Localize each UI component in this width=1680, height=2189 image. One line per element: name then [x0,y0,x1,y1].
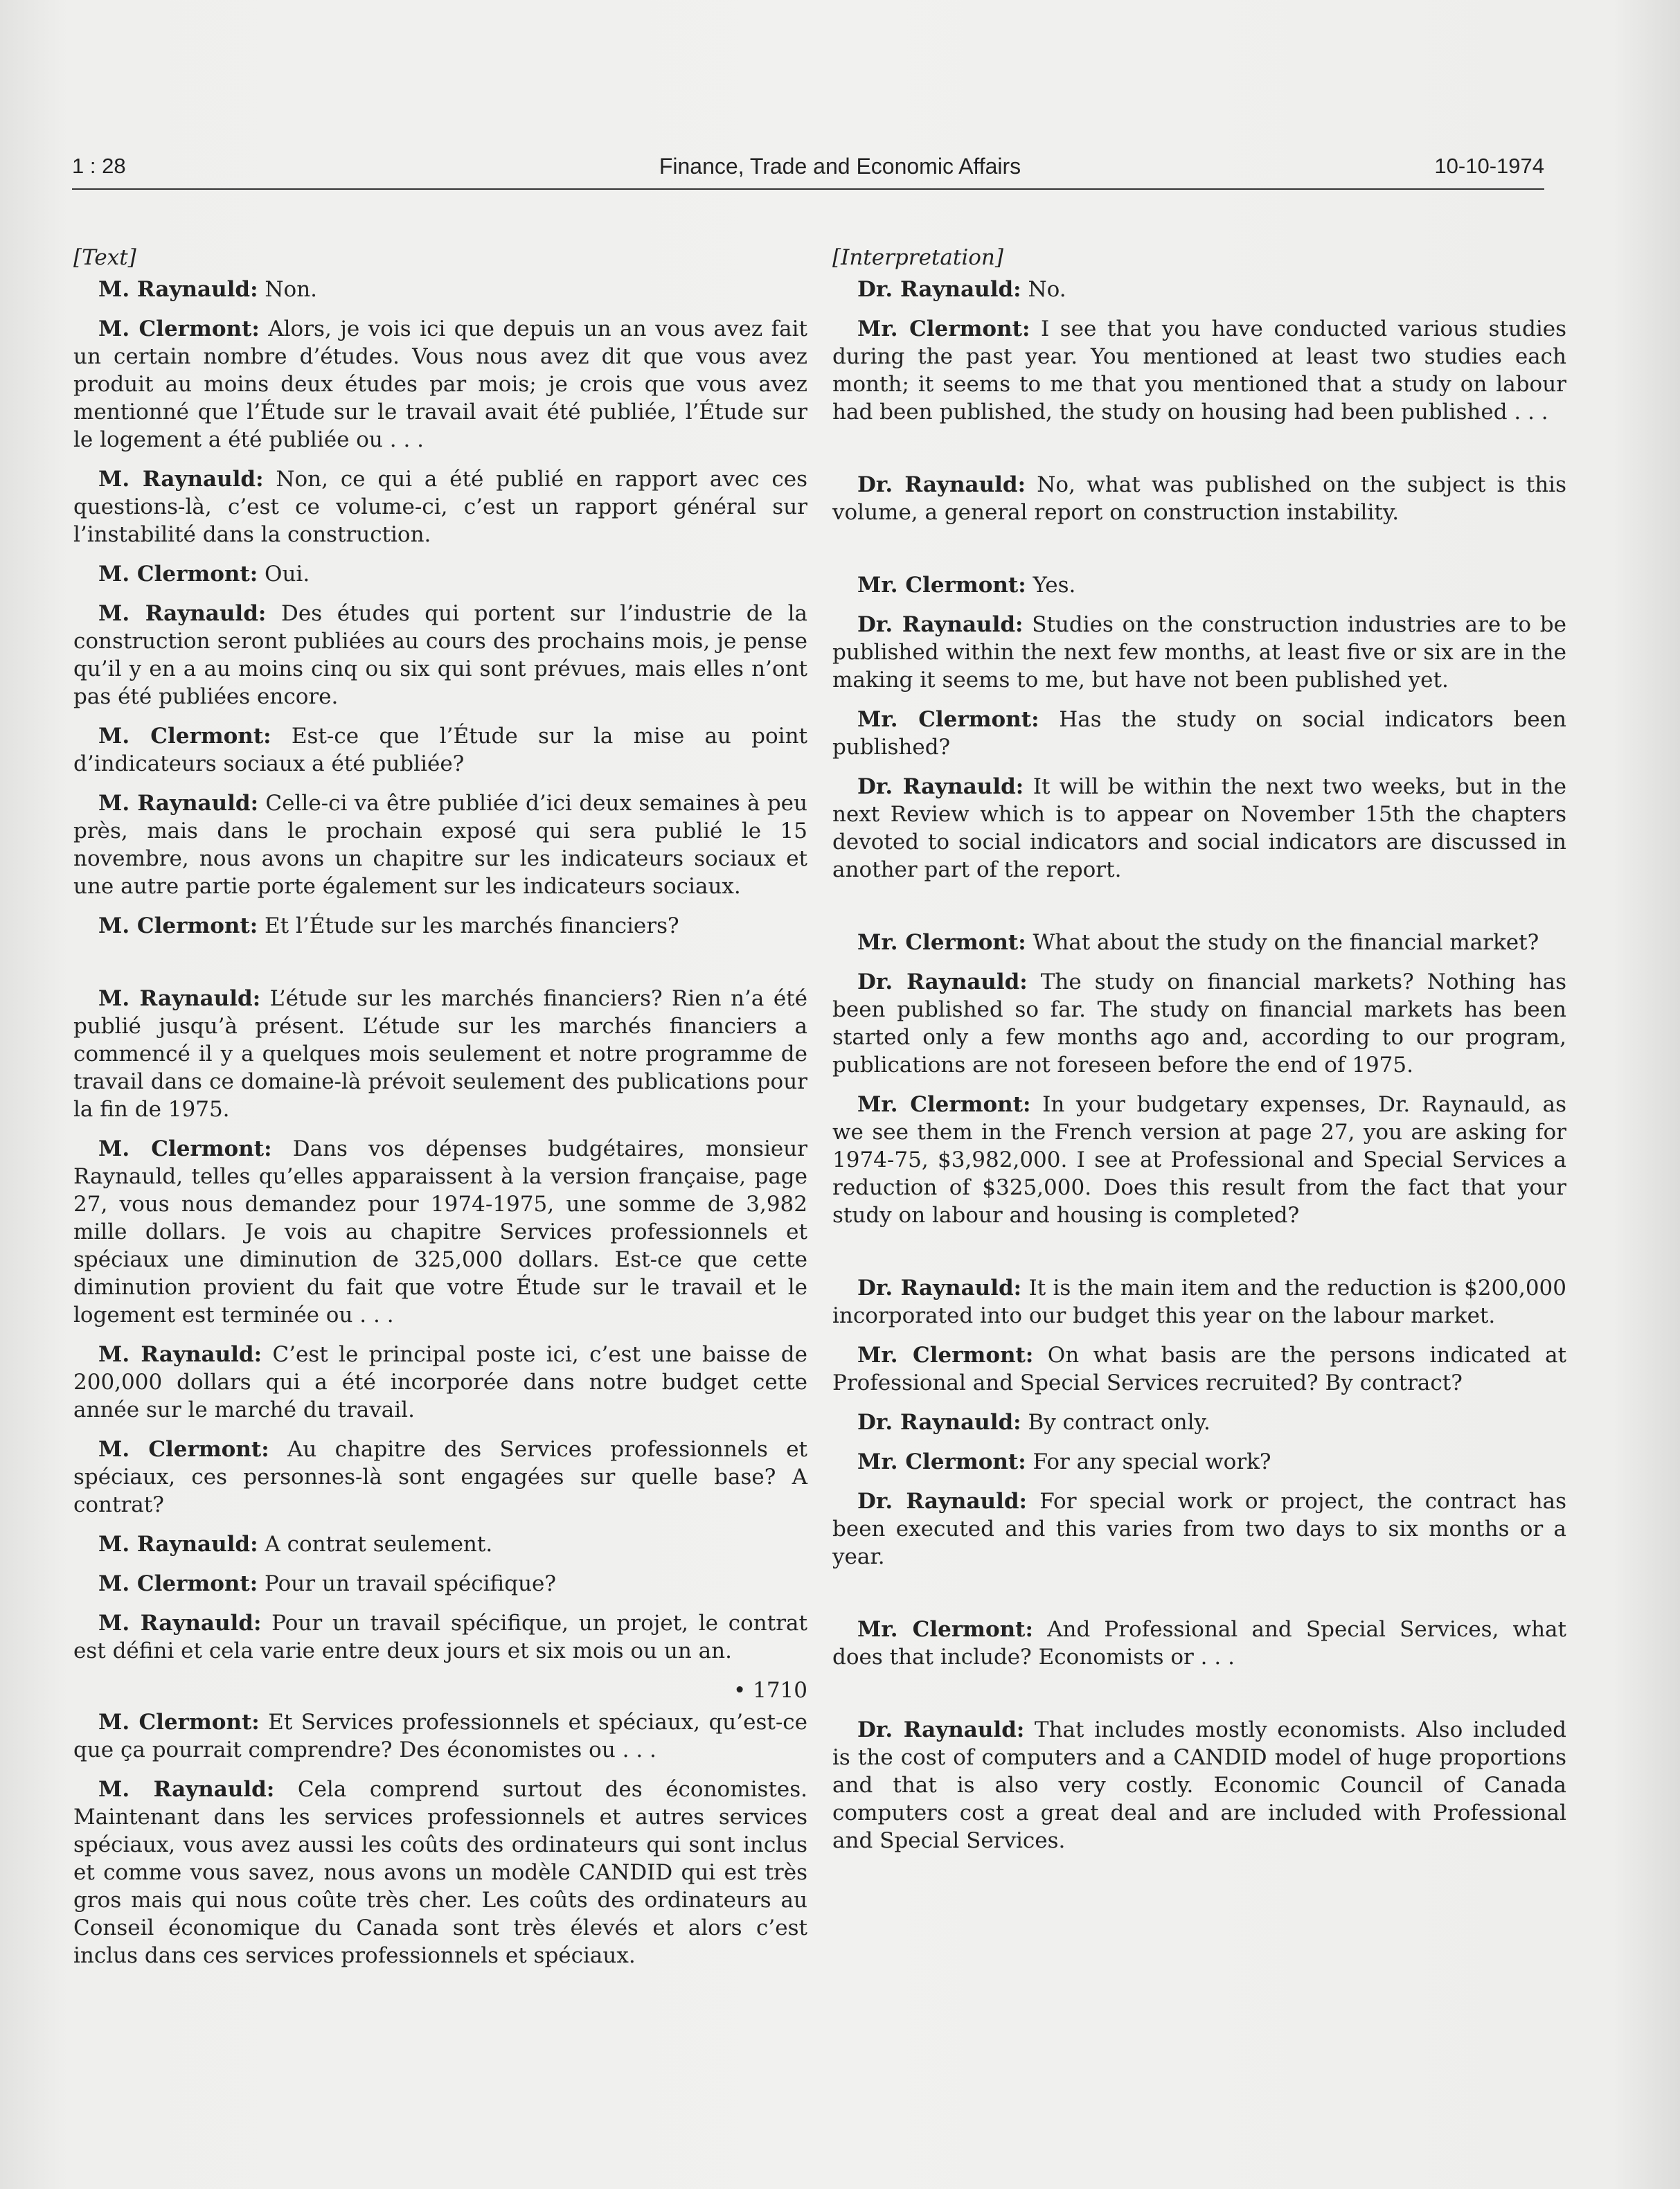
spacer [73,951,807,985]
spacer [832,538,1566,571]
french-paragraph [73,722,807,778]
french-paragraph [73,276,807,303]
speaker-name: Mr. Clermont: [857,930,1026,955]
speech-text: L’étude sur les marchés financiers? Rien n’a été publié jusqu’à présent. L’étude sur les marchés financiers a commencé il y a quelques mois seulement et notre programme de travail dans ce domaine-là prévoit seulement des publications pour la fin de 1975. [73,986,807,1122]
speaker-name: Dr. Raynauld: [857,277,1021,302]
spacer [832,1241,1566,1274]
speech-text: Au chapitre des Services professionnels et spéciaux, ces personnes-là sont engagées sur quelle base? A contrat? [73,1437,808,1517]
page-date: 10-10-1974 [1434,154,1544,178]
speech-text: That includes mostly economists. Also included is the cost of computers and a CANDID model of huge proportions and that is also very costly. Economic Council of Canada computers cost a great deal and are included with Professional and Special Services. [832,1717,1566,1853]
english-paragraph [832,968,1566,1079]
french-paragraph [73,1570,807,1598]
english-paragraph [832,929,1566,956]
speech-text: Et Services professionnels et spéciaux, qu’est-ce que ça pourrait comprendre? Des économistes ou . . . [73,1710,807,1762]
speech-text: A contrat seulement. [258,1532,493,1557]
spacer [832,895,1566,929]
speaker-name: M. Raynauld: [98,1342,262,1367]
speaker-name: M. Raynauld: [98,1611,262,1636]
speaker-name: M. Clermont: [98,1571,258,1596]
english-column [832,244,1566,1866]
speech-text: Celle-ci va être publiée d’ici deux semaines à peu près, mais dans le prochain exposé qui sera publié le 15 novembre, nous avons un chapitre sur les indicateurs sociaux et une autre partie porte également sur les indicateurs sociaux. [73,791,807,899]
speech-text: Alors, je vois ici que depuis un an vous avez fait un certain nombre d’études. Vous nous avez dit que vous avez produit au moins deux études par mois; je crois que vous avez mentionné que l’Étude sur le travail avait été publiée, l’Étude sur le logement a été publiée ou . . . [73,316,807,452]
english-paragraph [832,611,1566,694]
speech-text: Non, ce qui a été publié en rapport avec ces questions-là, c’est ce volume-ci, c’est un rapport général sur l’instabilité dans la construction. [73,467,807,547]
speech-text: No, what was published on the subject is this volume, a general report on construction instability. [832,472,1567,525]
speaker-name: Mr. Clermont: [857,1617,1033,1642]
speech-text: Cela comprend surtout des économistes. Maintenant dans les services professionnels et autres services spéciaux, vous avez aussi les coûts des ordinateurs qui sont inclus et comme vous savez, nous avons un modèle CANDID qui est très gros mais qui nous coûte très cher. Les coûts des ordinateurs au Conseil économique du Canada sont très élevés et alors c’est inclus dans ces services professionnels et spéciaux. [73,1777,807,1968]
speaker-name: M. Raynauld: [98,1777,275,1802]
speech-text: Des études qui portent sur l’industrie de la construction seront publiées au cours des prochains mois, je pense qu’il y en a au moins cinq ou six qui sont prévues, mais elles n’ont pas été publiées encore. [73,601,807,709]
french-paragraph [73,912,807,940]
speaker-name: M. Raynauld: [98,467,264,492]
speaker-name: Dr. Raynauld: [857,774,1024,799]
speech-text: What about the study on the financial market? [1026,930,1539,955]
english-paragraph [832,773,1566,884]
speaker-name: M. Clermont: [98,316,260,341]
english-paragraph [832,1341,1566,1397]
speaker-name: M. Clermont: [98,724,271,749]
speech-text: On what basis are the persons indicated at Professional and Special Services recruited? By contract? [832,1343,1567,1395]
speech-text: No. [1021,277,1066,302]
english-paragraph [832,1448,1566,1476]
speech-text: It is the main item and the reduction is $200,000 incorporated into our budget this year on the labour market. [832,1276,1566,1328]
french-paragraph [73,560,807,588]
spacer [832,1683,1566,1716]
speaker-name: M. Raynauld: [98,791,259,816]
speaker-name: Dr. Raynauld: [857,970,1028,994]
speaker-name: M. Raynauld: [98,277,258,302]
english-paragraph [832,1274,1566,1330]
speech-text: For special work or project, the contract has been executed and this varies from two days to six months or a year. [832,1489,1566,1569]
speech-text: Est-ce que l’Étude sur la mise au point d’indicateurs sociaux a été publiée? [73,724,808,776]
time-marker: • 1710 [733,1678,807,1703]
french-paragraph [73,1135,807,1329]
french-paragraph [73,600,807,711]
speech-text: Pour un travail spécifique, un projet, le contrat est défini et cela varie entre deux jours et six mois ou un an. [73,1611,807,1663]
english-paragraph [832,276,1566,303]
speaker-name: Dr. Raynauld: [857,472,1026,497]
speaker-name: M. Clermont: [98,1437,269,1462]
english-paragraph [832,1616,1566,1671]
english-paragraph [832,1091,1566,1229]
speech-text: C’est le principal poste ici, c’est une baisse de 200,000 dollars qui a été incorporée dans notre budget cette année sur le marché du travail. [73,1342,807,1422]
speaker-name: Dr. Raynauld: [857,1410,1021,1435]
speech-text: Dans vos dépenses budgétaires, monsieur Raynauld, telles qu’elles apparaissent à la version française, page 27, vous nous demandez pour 1974-1975, une somme de 3,982 mille dollars. Je vois au chapitre Services professionnels et spéciaux une diminution de 325,000 dollars. Est-ce que cette diminution provient du fait que votre Étude sur le travail et le logement est terminée ou . . . [73,1136,807,1328]
spacer [832,1582,1566,1616]
speaker-name: Mr. Clermont: [857,573,1026,598]
speech-text: In your budgetary expenses, Dr. Raynauld, as we see them in the French version at page 27, you are asking for 1974-75, $3,982,000. I see at Professional and Special Services a reduction of $325,000. Does this result from the fact that your study on labour and housing is completed? [832,1092,1566,1228]
english-paragraph [832,1716,1566,1855]
speaker-name: Mr. Clermont: [857,1092,1031,1117]
french-paragraph [73,1609,807,1665]
speaker-name: Mr. Clermont: [857,316,1030,341]
french-paragraph [73,1436,807,1519]
speaker-name: Dr. Raynauld: [857,1489,1027,1514]
french-paragraph [73,465,807,548]
speech-text: Non. [258,277,318,302]
french-paragraph [73,1530,807,1558]
speaker-name: Mr. Clermont: [857,707,1039,732]
speech-text: It will be within the next two weeks, but in the next Review which is to appear on November 15th the chapters devoted to social indicators and social indicators are discussed in another part of the report. [832,774,1566,882]
english-tag: [Interpretation] [832,245,1003,270]
speaker-name: M. Clermont: [98,1136,272,1161]
french-paragraph [73,789,807,900]
speech-text: Et l’Étude sur les marchés financiers? [258,913,679,938]
speech-text: Yes. [1026,573,1076,598]
english-paragraph [832,471,1566,526]
french-tag: [Text] [73,245,136,270]
french-paragraph [73,985,807,1123]
speech-text: I see that you have conducted various studies during the past year. You mentioned at least two studies each month; it seems to me that you mentioned that a study on labour had been published, the study on housing had been published . . . [832,316,1566,425]
english-paragraph [832,706,1566,761]
french-paragraph [73,315,807,454]
speaker-name: M. Clermont: [98,1710,260,1735]
speaker-name: M. Clermont: [98,913,258,938]
english-paragraph [832,1409,1566,1436]
speaker-name: Mr. Clermont: [857,1449,1026,1474]
speaker-name: Dr. Raynauld: [857,612,1024,637]
french-paragraph [73,1708,807,1764]
header-rule [72,188,1544,190]
speech-text: And Professional and Special Services, what does that include? Economists or . . . [832,1617,1566,1670]
english-paragraph [832,315,1566,426]
speech-text: Pour un travail spécifique? [258,1571,556,1596]
speaker-name: M. Raynauld: [98,986,261,1011]
speaker-name: Dr. Raynauld: [857,1717,1025,1742]
speaker-name: M. Raynauld: [98,1532,258,1557]
speaker-name: M. Clermont: [98,562,258,587]
speech-text: Studies on the construction industries are to be published within the next few months, at least five or six are in the making it seems to me, but have not been published yet. [832,612,1566,693]
page-title: Finance, Trade and Economic Affairs [659,154,1021,179]
speaker-name: Dr. Raynauld: [857,1276,1022,1301]
speech-text: The study on financial markets? Nothing has been published so far. The study on financial markets has been started only a few months ago and, according to our program, publications are not foreseen before the end of 1975. [832,970,1566,1078]
english-paragraph [832,1487,1566,1571]
spacer [832,438,1566,471]
speech-text: Oui. [258,562,310,587]
speech-text: For any special work? [1026,1449,1271,1474]
french-paragraph [73,1776,807,1969]
speech-text: By contract only. [1021,1410,1210,1435]
french-column [73,244,807,1981]
speaker-name: Mr. Clermont: [857,1343,1034,1368]
french-paragraph [73,1341,807,1424]
page-number: 1 : 28 [72,154,126,178]
speaker-name: M. Raynauld: [98,601,267,626]
speech-text: Has the study on social indicators been published? [832,707,1566,760]
english-paragraph [832,571,1566,599]
